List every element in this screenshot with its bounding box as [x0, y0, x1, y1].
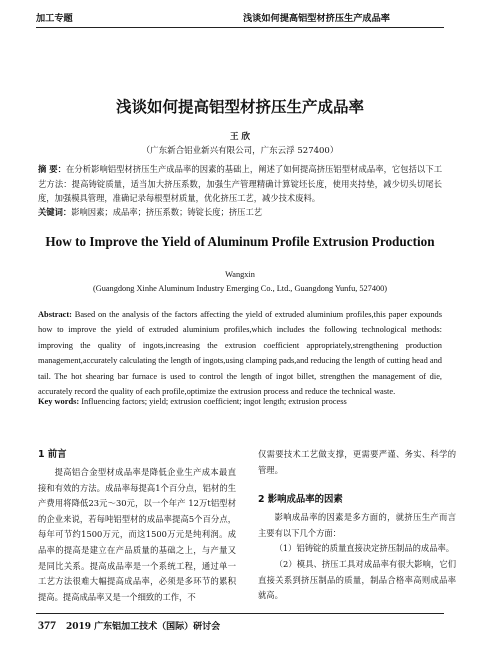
author-english: Wangxin	[225, 270, 255, 279]
affiliation-chinese: （广东新合铝业新兴有限公司，广东云浮 527400）	[141, 146, 339, 156]
keywords-english-label: Key words:	[38, 397, 80, 406]
section-heading-factors: 2 影响成品率的因素	[258, 494, 343, 506]
abstract-chinese	[38, 162, 442, 206]
page-number: 377	[38, 618, 56, 632]
body-column-right	[258, 447, 456, 604]
keywords-chinese	[38, 206, 442, 218]
header-running-title: 浅谈如何提高铝型材挤压生产成品率	[243, 13, 390, 24]
section-heading-introduction: 1 前言	[38, 449, 67, 460]
paragraph-introduction: 提高铝合金型材成品率是降低企业生产成本最直接和有效的方法。成品率每提高1个百分点，铝材的生产费用将降低23元～30元，以一个年产 12万t铝型材的企业来说，若每吨铝型材的成品率提高5个百分点，每年可节约1500万元，而这1500万元是纯利润。成品率的提高是建立在产品质量的基础之上，与产量又是同比关系。提高成品率是一个系统工程，通过单一工艺方法很难大幅提高成品率，必须是多环节的累积提高。提高成品率又是一个细致的工作，不	[38, 467, 236, 602]
paragraph-factors-intro: 影响成品率的因素是多方面的，就挤压生产而言主要有以下几个方面：	[258, 512, 456, 538]
header-rule	[36, 27, 444, 28]
abstract-chinese-text: 在分析影响铝型材挤压生产成品率的因素的基础上，阐述了如何提高挤压铝型材成品率，它包括以下工艺方法：提高铸锭质量，适当加大挤压系数，加强生产管理精确计算锭坯长度，使用夹持垫，减少切头切尾长度，加强模具管理，准确记录每根型材质量，优化挤压工艺，减少技术废料。	[38, 164, 443, 204]
abstract-english-text: Based on the analysis of the factors affecting the yield of extruded aluminium profiles,this paper expounds how to improve the yield of extruded aluminium profiles,which includes the following technological methods: improving the quality of ingots,increasing the extrusion coefficient appropriately,strengthening production management,accurately calculating the length of ingots,using clamping pads,and reducing the length of cutting head and tail. The hot shearing bar furnace is used to control the length of ingot billet, strengthen the management of die, accurately record the quality of each profile,optimize the extrusion process and reduce the technical waste.	[38, 310, 442, 397]
page-footer	[38, 618, 220, 633]
paragraph-introduction-continued: 仅需要技术工艺做支撑，更需要严谨、务实、科学的管理。	[258, 449, 456, 475]
keywords-english-text: Influencing factors; yield; extrusion coefficient; ingot length; extrusion process	[79, 397, 347, 406]
paragraph-factor-2: （2）模具、挤压工具对成品率有很大影响，它们直接关系到挤压制品的质量，制品合格率高则成品率就高。	[258, 558, 456, 601]
abstract-chinese-label: 摘 要：	[38, 164, 67, 174]
keywords-english	[38, 397, 442, 406]
title-chinese: 浅谈如何提高铝型材挤压生产成品率	[115, 98, 364, 116]
page-header	[36, 8, 444, 26]
section-spacer	[258, 478, 456, 492]
footer-rule	[36, 613, 444, 614]
author-chinese: 王 欣	[230, 132, 250, 142]
abstract-english-label: Abstract:	[38, 310, 72, 319]
footer-journal-name: 2019 广东铝加工技术（国际）研讨会	[66, 622, 221, 632]
header-section-label: 加工专题	[36, 13, 73, 24]
paragraph-factor-1: （1）铝铸锭的质量直接决定挤压制品的成品率。	[274, 543, 455, 554]
affiliation-english: (Guangdong Xinhe Aluminum Industry Emerging Co., Ltd., Guangdong Yunfu, 527400)	[92, 284, 388, 293]
keywords-chinese-label: 关键词：	[38, 207, 72, 217]
title-english: How to Improve the Yield of Aluminum Profile Extrusion Production	[45, 234, 435, 249]
keywords-chinese-text: 影响因素；成品率；挤压系数；铸锭长度；挤压工艺	[71, 207, 263, 217]
body-column-left	[38, 447, 236, 605]
abstract-english	[38, 307, 442, 399]
